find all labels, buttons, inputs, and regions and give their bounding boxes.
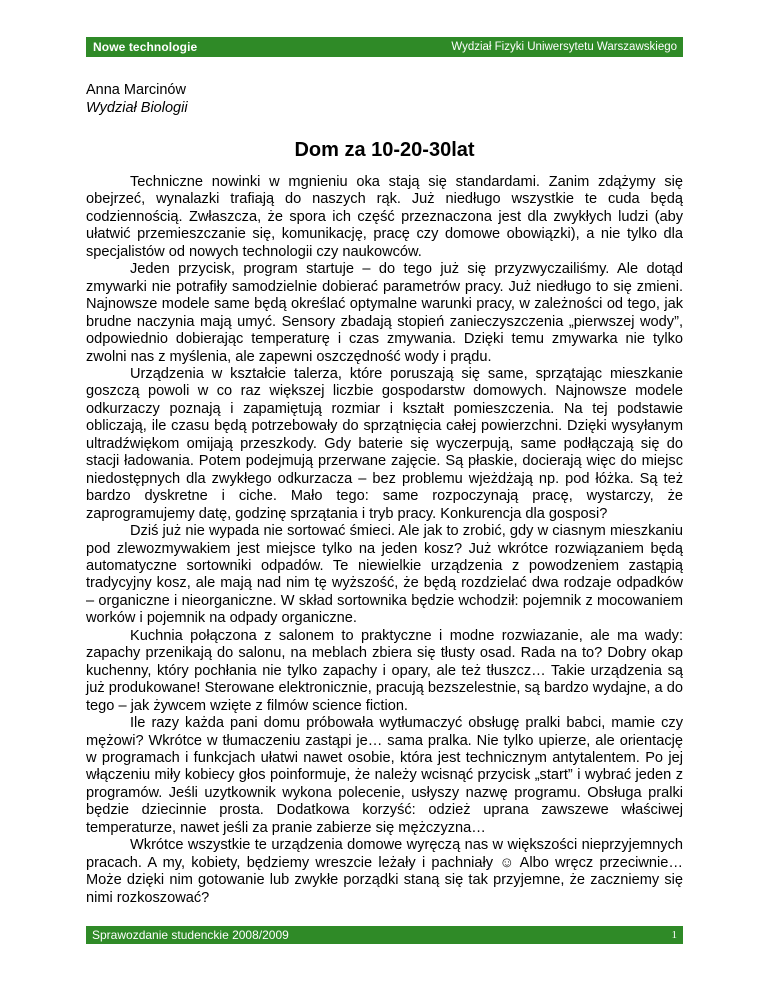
page-header xyxy=(86,37,683,57)
header-institution: Wydział Fizyki Uniwersytetu Warszawskiego xyxy=(451,41,677,53)
author-faculty: Wydział Biologii xyxy=(86,100,188,116)
paragraph: Dziś już nie wypada nie sortować śmieci. Ale jak to zrobić, gdy w ciasnym mieszkaniu pod zlewozmywakiem jest miejsce tylko na jeden kosz? Już wkrótce rozwiązaniem będą automatyczne sortowniki odpadów. Te niewielkie urządzenia z powodzeniem zastąpią tradycyjny kosz, ale mają nad nim tę wyższość, że będą rozdzielać dwa rodzaje odpadków – organiczne i nieorganiczne. W skład sortownika będzie wchodził: pojemnik z mocowaniem worków i pojemnik na odpady organiczne. xyxy=(86,523,683,627)
paragraph: Wkrótce wszystkie te urządzenia domowe wyręczą nas w większości nieprzyjemnych pracach. A my, kobiety, będziemy wreszcie leżały i pachniały ☺ Albo wręcz przeciwnie… Może dzięki nim gotowanie lub zwykłe porządki staną się tak przyjemne, że zaczniemy się nimi rozkoszować? xyxy=(86,837,683,906)
author-name: Anna Marcinów xyxy=(86,82,186,98)
article-body xyxy=(86,174,683,907)
paragraph: Kuchnia połączona z salonem to praktyczne i modne rozwiazanie, ale ma wady: zapachy przenikają do salonu, na meblach zbiera się tłusty osad. Rada na to? Dobry okap kuchenny, który pochłania nie tylko zapachy i opary, ale też tłuszcz… Takie urządzenia są już produkowane! Sterowane elektronicznie, pracują bezszelestnie, są bardzo wydajne, a do tego – jak żywcem wzięte z filmów science fiction. xyxy=(86,627,683,714)
footer-report-label: Sprawozdanie studenckie 2008/2009 xyxy=(92,928,289,942)
page-footer xyxy=(86,926,683,944)
paragraph: Urządzenia w kształcie talerza, które poruszają się same, sprzątając mieszkanie goszczą powoli w co raz większej liczbie gospodarstw domowych. Najnowsze modele odkurzaczy poznają i zapamiętują rozmiar i kształt pomieszczenia. Na tej podstawie obliczają, ile czasu będą potrzebowały do sprzątnięcia całej powierzchni. Dzięki wysyłanym ultradźwiękom omijają przeszkody. Gdy baterie się wyczerpują, same podłączają się do stacji ładowania. Potem podejmują przerwane zajęcie. Są płaskie, docierają więc do miejsc niedostępnych dla zwykłego odkurzacza – bez problemu wjeżdżają np. pod łóżka. Są też bardzo dyskretne i ciche. Mało tego: same rozpoczynają pracę, wystarczy, że zaprogramujemy datę, godzinę sprzątania i tryb pracy. Konkurencja dla gosposi? xyxy=(86,365,683,522)
header-section-title: Nowe technologie xyxy=(93,40,198,54)
article-title: Dom za 10-20-30lat xyxy=(294,139,475,161)
paragraph: Jeden przycisk, program startuje – do tego już się przyzwyczailiśmy. Ale dotąd zmywarki nie potrafiły samodzielnie dobierać parametrów pracy. Już niedługo to się zmieni. Najnowsze modele same będą określać optymalne warunki pracy, w zależności od tego, jak brudne naczynia mają umyć. Sensory zbadają stopień zanieczyszczenia „pierwszej wody”, odpowiednio dobierając temperaturę i czas zmywania. Dzięki temu zmywarka nie tylko zwolni nas z myślenia, ale zapewni oszczędność wody i prądu. xyxy=(86,261,683,365)
paragraph: Techniczne nowinki w mgnieniu oka stają się standardami. Zanim zdążymy się obejrzeć, wynalazki trafiają do naszych rąk. Już niedługo wszystkie te cuda będą codziennością. Zwłaszcza, że spora ich część przeznaczona jest dla zwykłych ludzi (aby ułatwić przemieszczanie się, komunikację, pracę czy domowe obowiązki), a nie tylko dla specjalistów od nowych technologii czy naukowców. xyxy=(86,174,683,260)
paragraph: Ile razy każda pani domu próbowała wytłumaczyć obsługę pralki babci, mamie czy mężowi? Wkrótce w tłumaczeniu zastąpi je… sama pralka. Nie tylko upierze, ale orientację w programach i funkcjach ułatwi nawet osobie, która jest technicznym antytalentem. Po jej włączeniu miły kobiecy głos poinformuje, że należy wcisnąć przycisk „start” i wybrać jeden z programów. Jeśli uzytkownik wykona polecenie, usłyszy nazwę programu. Obsługa pralki będzie dziecinnie prosta. Dodatkowa korzyść: odzież uprana zawszewe właściwej temperaturze, nawet jeśli za pranie zabierze się mężczyzna… xyxy=(86,715,683,836)
page-number: 1 xyxy=(671,929,677,941)
